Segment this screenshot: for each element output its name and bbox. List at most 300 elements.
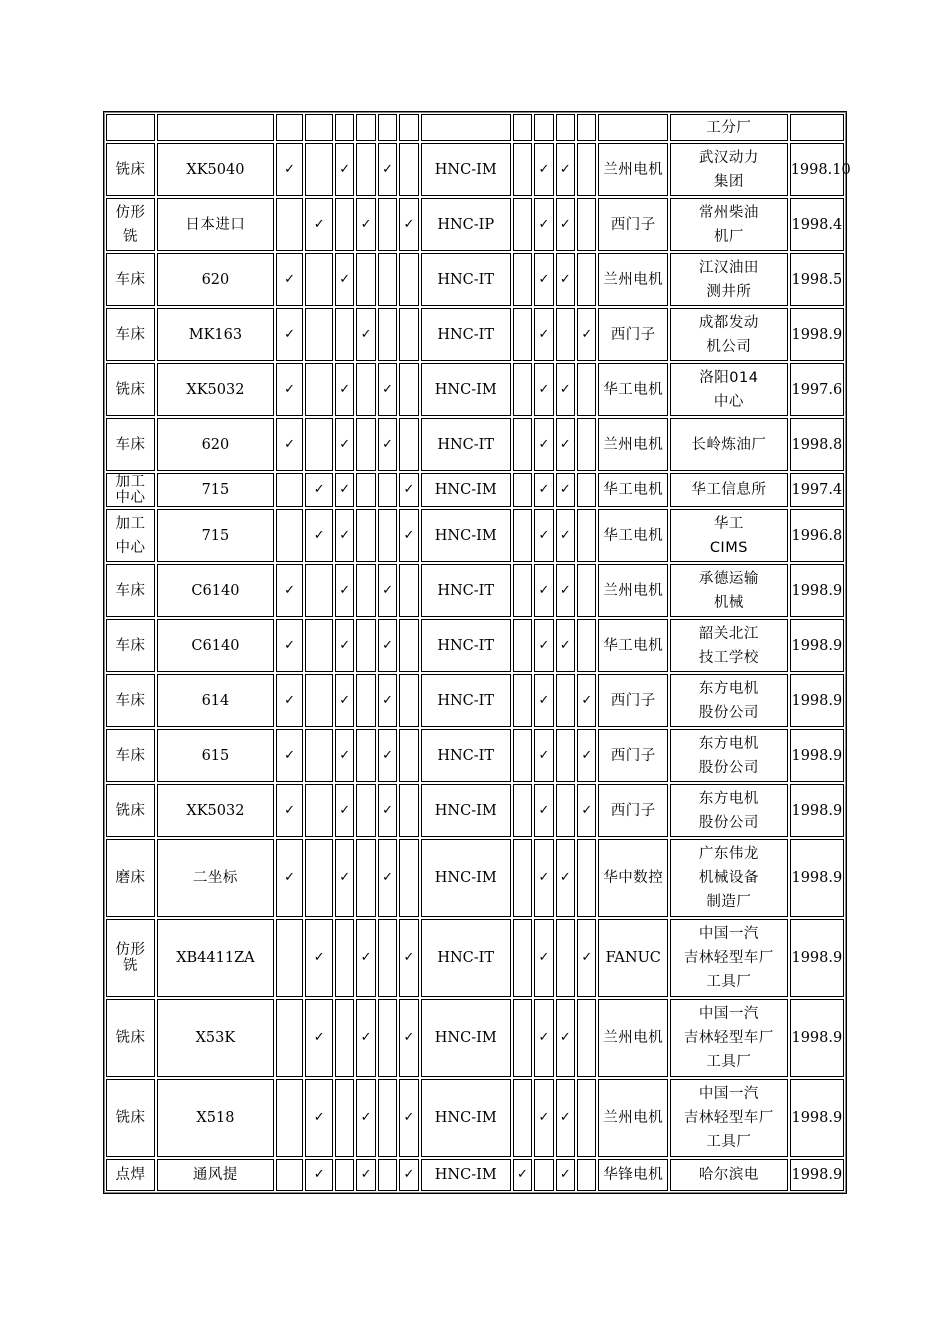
table-row [106, 363, 844, 416]
check-cell [513, 729, 532, 782]
cell-line: 武汉动力 [698, 149, 759, 166]
cell-line: 铣床 [115, 1030, 146, 1046]
motor-cell: 兰州电机 [598, 143, 668, 196]
check-cell [305, 114, 333, 141]
system-cell: HNC-IT [421, 418, 511, 471]
check-mark-cell: ✓ [276, 418, 304, 471]
cell-line: 江汉油田 [698, 259, 759, 276]
check-cell [399, 114, 418, 141]
check-mark-cell: ✓ [305, 999, 333, 1077]
machine-model-cell: 通风提 [157, 1159, 274, 1191]
check-cell [276, 1159, 304, 1191]
date-cell: 1998.9 [790, 674, 844, 727]
check-mark-cell: ✓ [335, 839, 354, 917]
cell-line: 铣 [123, 228, 139, 245]
motor-cell: 兰州电机 [598, 253, 668, 306]
motor-cell: 华中数控 [598, 839, 668, 917]
check-mark-cell: ✓ [556, 564, 575, 617]
motor-cell: 华工电机 [598, 509, 668, 562]
system-cell: HNC-IT [421, 619, 511, 672]
cell-line: 铣床 [115, 381, 146, 398]
check-cell [276, 509, 304, 562]
date-cell: 1996.8 [790, 509, 844, 562]
date-cell: 1998.9 [790, 839, 844, 917]
motor-cell: 西门子 [598, 308, 668, 361]
check-cell [356, 729, 375, 782]
check-cell [356, 619, 375, 672]
table-row [106, 1159, 844, 1191]
check-cell [305, 253, 333, 306]
check-mark-cell: ✓ [556, 253, 575, 306]
check-mark-cell: ✓ [534, 509, 553, 562]
check-cell [399, 729, 418, 782]
system-cell: HNC-IM [421, 1159, 511, 1191]
date-cell: 1998.9 [790, 919, 844, 997]
check-mark-cell: ✓ [335, 473, 354, 507]
check-cell [356, 363, 375, 416]
check-cell [356, 253, 375, 306]
table-row [106, 999, 844, 1077]
cell-line: 仿形 [115, 942, 146, 958]
cell-line: 仿形 [115, 204, 146, 221]
check-mark-cell: ✓ [534, 253, 553, 306]
machine-type-cell [106, 418, 155, 471]
date-cell: 1998.9 [790, 1079, 844, 1157]
check-mark-cell: ✓ [356, 198, 375, 251]
motor-cell: 兰州电机 [598, 418, 668, 471]
cell-line: 东方电机 [698, 680, 759, 697]
check-mark-cell: ✓ [556, 619, 575, 672]
table-row [106, 143, 844, 196]
cell-line: 中国一汽 [698, 1006, 759, 1022]
cell-line: CIMS [709, 539, 748, 556]
check-cell [305, 143, 333, 196]
cell-line: 铣 [123, 958, 139, 974]
installation-record-table [103, 111, 851, 1194]
cell-line: 点焊 [115, 1167, 146, 1183]
motor-cell: 西门子 [598, 674, 668, 727]
check-cell [378, 1159, 397, 1191]
motor-cell: 兰州电机 [598, 1079, 668, 1157]
table-row [106, 198, 844, 251]
check-mark-cell: ✓ [276, 619, 304, 672]
check-cell [513, 198, 532, 251]
check-cell [356, 473, 375, 507]
check-mark-cell: ✓ [534, 729, 553, 782]
user-unit-cell [670, 784, 788, 837]
check-cell [378, 308, 397, 361]
date-cell: 1998.9 [790, 729, 844, 782]
machine-type-cell [106, 1159, 155, 1191]
check-cell [577, 509, 596, 562]
cell-line: 车床 [115, 326, 146, 343]
cell-line: 机公司 [706, 338, 752, 355]
check-cell [577, 839, 596, 917]
check-cell [556, 784, 575, 837]
check-mark-cell: ✓ [556, 143, 575, 196]
system-cell: HNC-IM [421, 473, 511, 507]
check-mark-cell: ✓ [276, 839, 304, 917]
check-cell [305, 619, 333, 672]
machine-type-cell [106, 564, 155, 617]
cell-line: 车床 [115, 582, 146, 599]
machine-type-cell [106, 114, 155, 141]
check-cell [399, 143, 418, 196]
machine-type-cell [106, 473, 155, 507]
table-row [106, 564, 844, 617]
check-cell [577, 564, 596, 617]
check-mark-cell: ✓ [378, 674, 397, 727]
check-cell [378, 1079, 397, 1157]
check-cell [513, 509, 532, 562]
user-unit-cell [670, 114, 788, 141]
cell-line: 股份公司 [698, 704, 759, 721]
check-mark-cell: ✓ [378, 363, 397, 416]
cell-line: 广东伟龙 [698, 846, 759, 862]
check-cell [335, 308, 354, 361]
check-cell [378, 198, 397, 251]
machine-model-cell: XK5032 [157, 363, 274, 416]
machine-type-cell [106, 619, 155, 672]
cell-line: 股份公司 [698, 759, 759, 776]
cell-line: 工具厂 [706, 974, 752, 990]
check-cell [378, 919, 397, 997]
cell-line: 吉林轻型车厂 [683, 950, 774, 966]
cell-line: 机械设备 [698, 870, 759, 886]
check-cell [399, 619, 418, 672]
cell-line: 中心 [713, 393, 744, 410]
check-mark-cell: ✓ [577, 919, 596, 997]
check-mark-cell: ✓ [356, 1159, 375, 1191]
check-mark-cell: ✓ [556, 1159, 575, 1191]
check-mark-cell: ✓ [276, 729, 304, 782]
machine-model-cell: XK5032 [157, 784, 274, 837]
date-cell: 1998.4 [790, 198, 844, 251]
cell-line: 中心 [115, 490, 146, 506]
table-row [106, 418, 844, 471]
check-mark-cell: ✓ [534, 198, 553, 251]
check-mark-cell: ✓ [378, 729, 397, 782]
cell-line: 铣床 [115, 161, 146, 178]
check-mark-cell: ✓ [534, 418, 553, 471]
check-cell [513, 253, 532, 306]
check-cell [577, 143, 596, 196]
check-cell [513, 919, 532, 997]
user-unit-cell [670, 143, 788, 196]
check-mark-cell: ✓ [335, 253, 354, 306]
cell-line: 中国一汽 [698, 926, 759, 942]
check-mark-cell: ✓ [399, 1159, 418, 1191]
check-mark-cell: ✓ [577, 729, 596, 782]
check-mark-cell: ✓ [378, 784, 397, 837]
machine-model-cell: X518 [157, 1079, 274, 1157]
check-cell [276, 114, 304, 141]
date-cell: 1998.9 [790, 564, 844, 617]
check-mark-cell: ✓ [534, 1079, 553, 1157]
motor-cell: 华工电机 [598, 473, 668, 507]
check-cell [513, 143, 532, 196]
cell-line: 韶关北江 [698, 625, 759, 642]
check-mark-cell: ✓ [335, 143, 354, 196]
check-mark-cell: ✓ [335, 619, 354, 672]
date-cell: 1998.5 [790, 253, 844, 306]
cell-line: 磨床 [115, 870, 146, 886]
check-cell [577, 253, 596, 306]
system-cell: HNC-IT [421, 564, 511, 617]
cell-line: 华工 [713, 515, 744, 532]
system-cell: HNC-IT [421, 729, 511, 782]
machine-type-cell [106, 198, 155, 251]
user-unit-cell [670, 308, 788, 361]
table-row [106, 729, 844, 782]
cell-line: 铣床 [115, 802, 146, 819]
cell-line: 股份公司 [698, 814, 759, 831]
check-cell [577, 473, 596, 507]
check-mark-cell: ✓ [305, 1079, 333, 1157]
check-mark-cell: ✓ [276, 784, 304, 837]
machine-type-cell [106, 253, 155, 306]
machine-model-cell: X53K [157, 999, 274, 1077]
check-cell [513, 999, 532, 1077]
machine-model-cell: 715 [157, 473, 274, 507]
check-cell [356, 509, 375, 562]
user-unit-cell [670, 509, 788, 562]
check-cell [513, 363, 532, 416]
check-mark-cell: ✓ [335, 729, 354, 782]
check-cell [513, 473, 532, 507]
table-row [106, 619, 844, 672]
cell-line: 测井所 [706, 283, 752, 300]
cell-line: 工分厂 [706, 119, 752, 136]
check-cell [399, 839, 418, 917]
check-cell [513, 674, 532, 727]
cell-line: 机械 [713, 594, 744, 611]
check-cell [399, 253, 418, 306]
check-cell [305, 674, 333, 727]
check-mark-cell: ✓ [399, 919, 418, 997]
check-mark-cell: ✓ [556, 999, 575, 1077]
check-cell [356, 564, 375, 617]
motor-cell: FANUC [598, 919, 668, 997]
cell-line: 哈尔滨电 [698, 1167, 759, 1183]
check-cell [399, 308, 418, 361]
date-cell: 1998.8 [790, 418, 844, 471]
cell-line: 车床 [115, 637, 146, 654]
check-cell [577, 999, 596, 1077]
check-cell [399, 418, 418, 471]
table-row [106, 674, 844, 727]
cell-line: 车床 [115, 747, 146, 764]
check-mark-cell: ✓ [305, 198, 333, 251]
check-mark-cell: ✓ [276, 363, 304, 416]
check-cell [356, 114, 375, 141]
check-mark-cell: ✓ [534, 919, 553, 997]
check-cell [577, 619, 596, 672]
check-cell [513, 308, 532, 361]
check-cell [378, 473, 397, 507]
cell-line: 东方电机 [698, 790, 759, 807]
check-mark-cell: ✓ [556, 1079, 575, 1157]
check-mark-cell: ✓ [335, 509, 354, 562]
cell-line: 车床 [115, 692, 146, 709]
cell-line: 常州柴油 [698, 204, 759, 221]
system-cell: HNC-IM [421, 999, 511, 1077]
motor-cell [598, 114, 668, 141]
cell-line: 加工 [115, 474, 146, 490]
check-cell [399, 784, 418, 837]
check-cell [378, 509, 397, 562]
check-mark-cell: ✓ [577, 308, 596, 361]
check-cell [556, 674, 575, 727]
machine-type-cell [106, 919, 155, 997]
machine-model-cell: MK163 [157, 308, 274, 361]
user-unit-cell [670, 729, 788, 782]
cell-line: 车床 [115, 271, 146, 288]
check-cell [378, 253, 397, 306]
system-cell: HNC-IM [421, 509, 511, 562]
check-mark-cell: ✓ [335, 418, 354, 471]
check-cell [356, 143, 375, 196]
motor-cell: 华锋电机 [598, 1159, 668, 1191]
user-unit-cell [670, 1079, 788, 1157]
check-mark-cell: ✓ [399, 509, 418, 562]
check-mark-cell: ✓ [399, 198, 418, 251]
check-cell [577, 114, 596, 141]
system-cell: HNC-IM [421, 1079, 511, 1157]
machine-type-cell [106, 999, 155, 1077]
check-mark-cell: ✓ [335, 674, 354, 727]
cell-line: 承德运输 [698, 570, 759, 587]
check-mark-cell: ✓ [399, 999, 418, 1077]
cell-line: 吉林轻型车厂 [683, 1030, 774, 1046]
check-cell [276, 198, 304, 251]
cell-line: 车床 [115, 436, 146, 453]
check-cell [305, 839, 333, 917]
machine-type-cell [106, 143, 155, 196]
date-cell: 1998.9 [790, 784, 844, 837]
check-mark-cell: ✓ [534, 363, 553, 416]
check-cell [577, 1159, 596, 1191]
check-cell [556, 114, 575, 141]
check-mark-cell: ✓ [399, 1079, 418, 1157]
system-cell: HNC-IM [421, 363, 511, 416]
check-mark-cell: ✓ [399, 473, 418, 507]
machine-model-cell: 620 [157, 253, 274, 306]
machine-model-cell: 日本进口 [157, 198, 274, 251]
machine-type-cell [106, 363, 155, 416]
user-unit-cell [670, 418, 788, 471]
check-mark-cell: ✓ [534, 143, 553, 196]
user-unit-cell [670, 198, 788, 251]
check-cell [513, 784, 532, 837]
system-cell [421, 114, 511, 141]
check-cell [305, 784, 333, 837]
motor-cell: 兰州电机 [598, 564, 668, 617]
cell-line: 东方电机 [698, 735, 759, 752]
date-cell [790, 114, 844, 141]
check-mark-cell: ✓ [305, 473, 333, 507]
check-cell [513, 564, 532, 617]
user-unit-cell [670, 999, 788, 1077]
date-cell: 1998.9 [790, 308, 844, 361]
check-cell [577, 198, 596, 251]
check-cell [335, 1159, 354, 1191]
check-mark-cell: ✓ [534, 674, 553, 727]
table-row [106, 1079, 844, 1157]
motor-cell: 兰州电机 [598, 999, 668, 1077]
machine-type-cell [106, 674, 155, 727]
machine-model-cell: 二坐标 [157, 839, 274, 917]
user-unit-cell [670, 564, 788, 617]
check-cell [335, 198, 354, 251]
cell-line: 铣床 [115, 1110, 146, 1126]
check-cell [399, 564, 418, 617]
check-mark-cell: ✓ [556, 509, 575, 562]
check-cell [513, 839, 532, 917]
check-mark-cell: ✓ [378, 143, 397, 196]
check-cell [305, 308, 333, 361]
machine-type-cell [106, 839, 155, 917]
check-mark-cell: ✓ [356, 1079, 375, 1157]
machine-model-cell: C6140 [157, 564, 274, 617]
user-unit-cell [670, 674, 788, 727]
machine-type-cell [106, 729, 155, 782]
cell-line: 制造厂 [706, 894, 752, 910]
user-unit-cell [670, 619, 788, 672]
cell-line: 集团 [713, 173, 744, 190]
cell-line: 成都发动 [698, 314, 759, 331]
cell-line: 技工学校 [698, 649, 759, 666]
check-cell [513, 418, 532, 471]
check-mark-cell: ✓ [534, 784, 553, 837]
check-mark-cell: ✓ [335, 784, 354, 837]
check-mark-cell: ✓ [276, 143, 304, 196]
check-cell [534, 114, 553, 141]
check-mark-cell: ✓ [276, 674, 304, 727]
system-cell: HNC-IT [421, 253, 511, 306]
check-mark-cell: ✓ [356, 308, 375, 361]
check-mark-cell: ✓ [556, 839, 575, 917]
check-mark-cell: ✓ [378, 418, 397, 471]
machine-model-cell: 715 [157, 509, 274, 562]
machine-model-cell: 615 [157, 729, 274, 782]
machine-type-cell [106, 308, 155, 361]
check-cell [305, 729, 333, 782]
check-mark-cell: ✓ [513, 1159, 532, 1191]
check-cell [356, 839, 375, 917]
check-cell [335, 1079, 354, 1157]
machine-type-cell [106, 784, 155, 837]
motor-cell: 华工电机 [598, 363, 668, 416]
user-unit-cell [670, 1159, 788, 1191]
machine-model-cell: XK5040 [157, 143, 274, 196]
machine-model-cell: 614 [157, 674, 274, 727]
check-cell [556, 308, 575, 361]
check-mark-cell: ✓ [335, 564, 354, 617]
check-cell [378, 114, 397, 141]
cell-line: 洛阳014 [699, 369, 759, 386]
check-mark-cell: ✓ [305, 919, 333, 997]
table-row [106, 509, 844, 562]
table-row [106, 308, 844, 361]
check-cell [378, 999, 397, 1077]
date-cell: 1998.10 [790, 143, 844, 196]
check-cell [335, 114, 354, 141]
cell-line: 长岭炼油厂 [691, 436, 767, 453]
machine-model-cell: C6140 [157, 619, 274, 672]
system-cell: HNC-IT [421, 308, 511, 361]
motor-cell: 西门子 [598, 729, 668, 782]
